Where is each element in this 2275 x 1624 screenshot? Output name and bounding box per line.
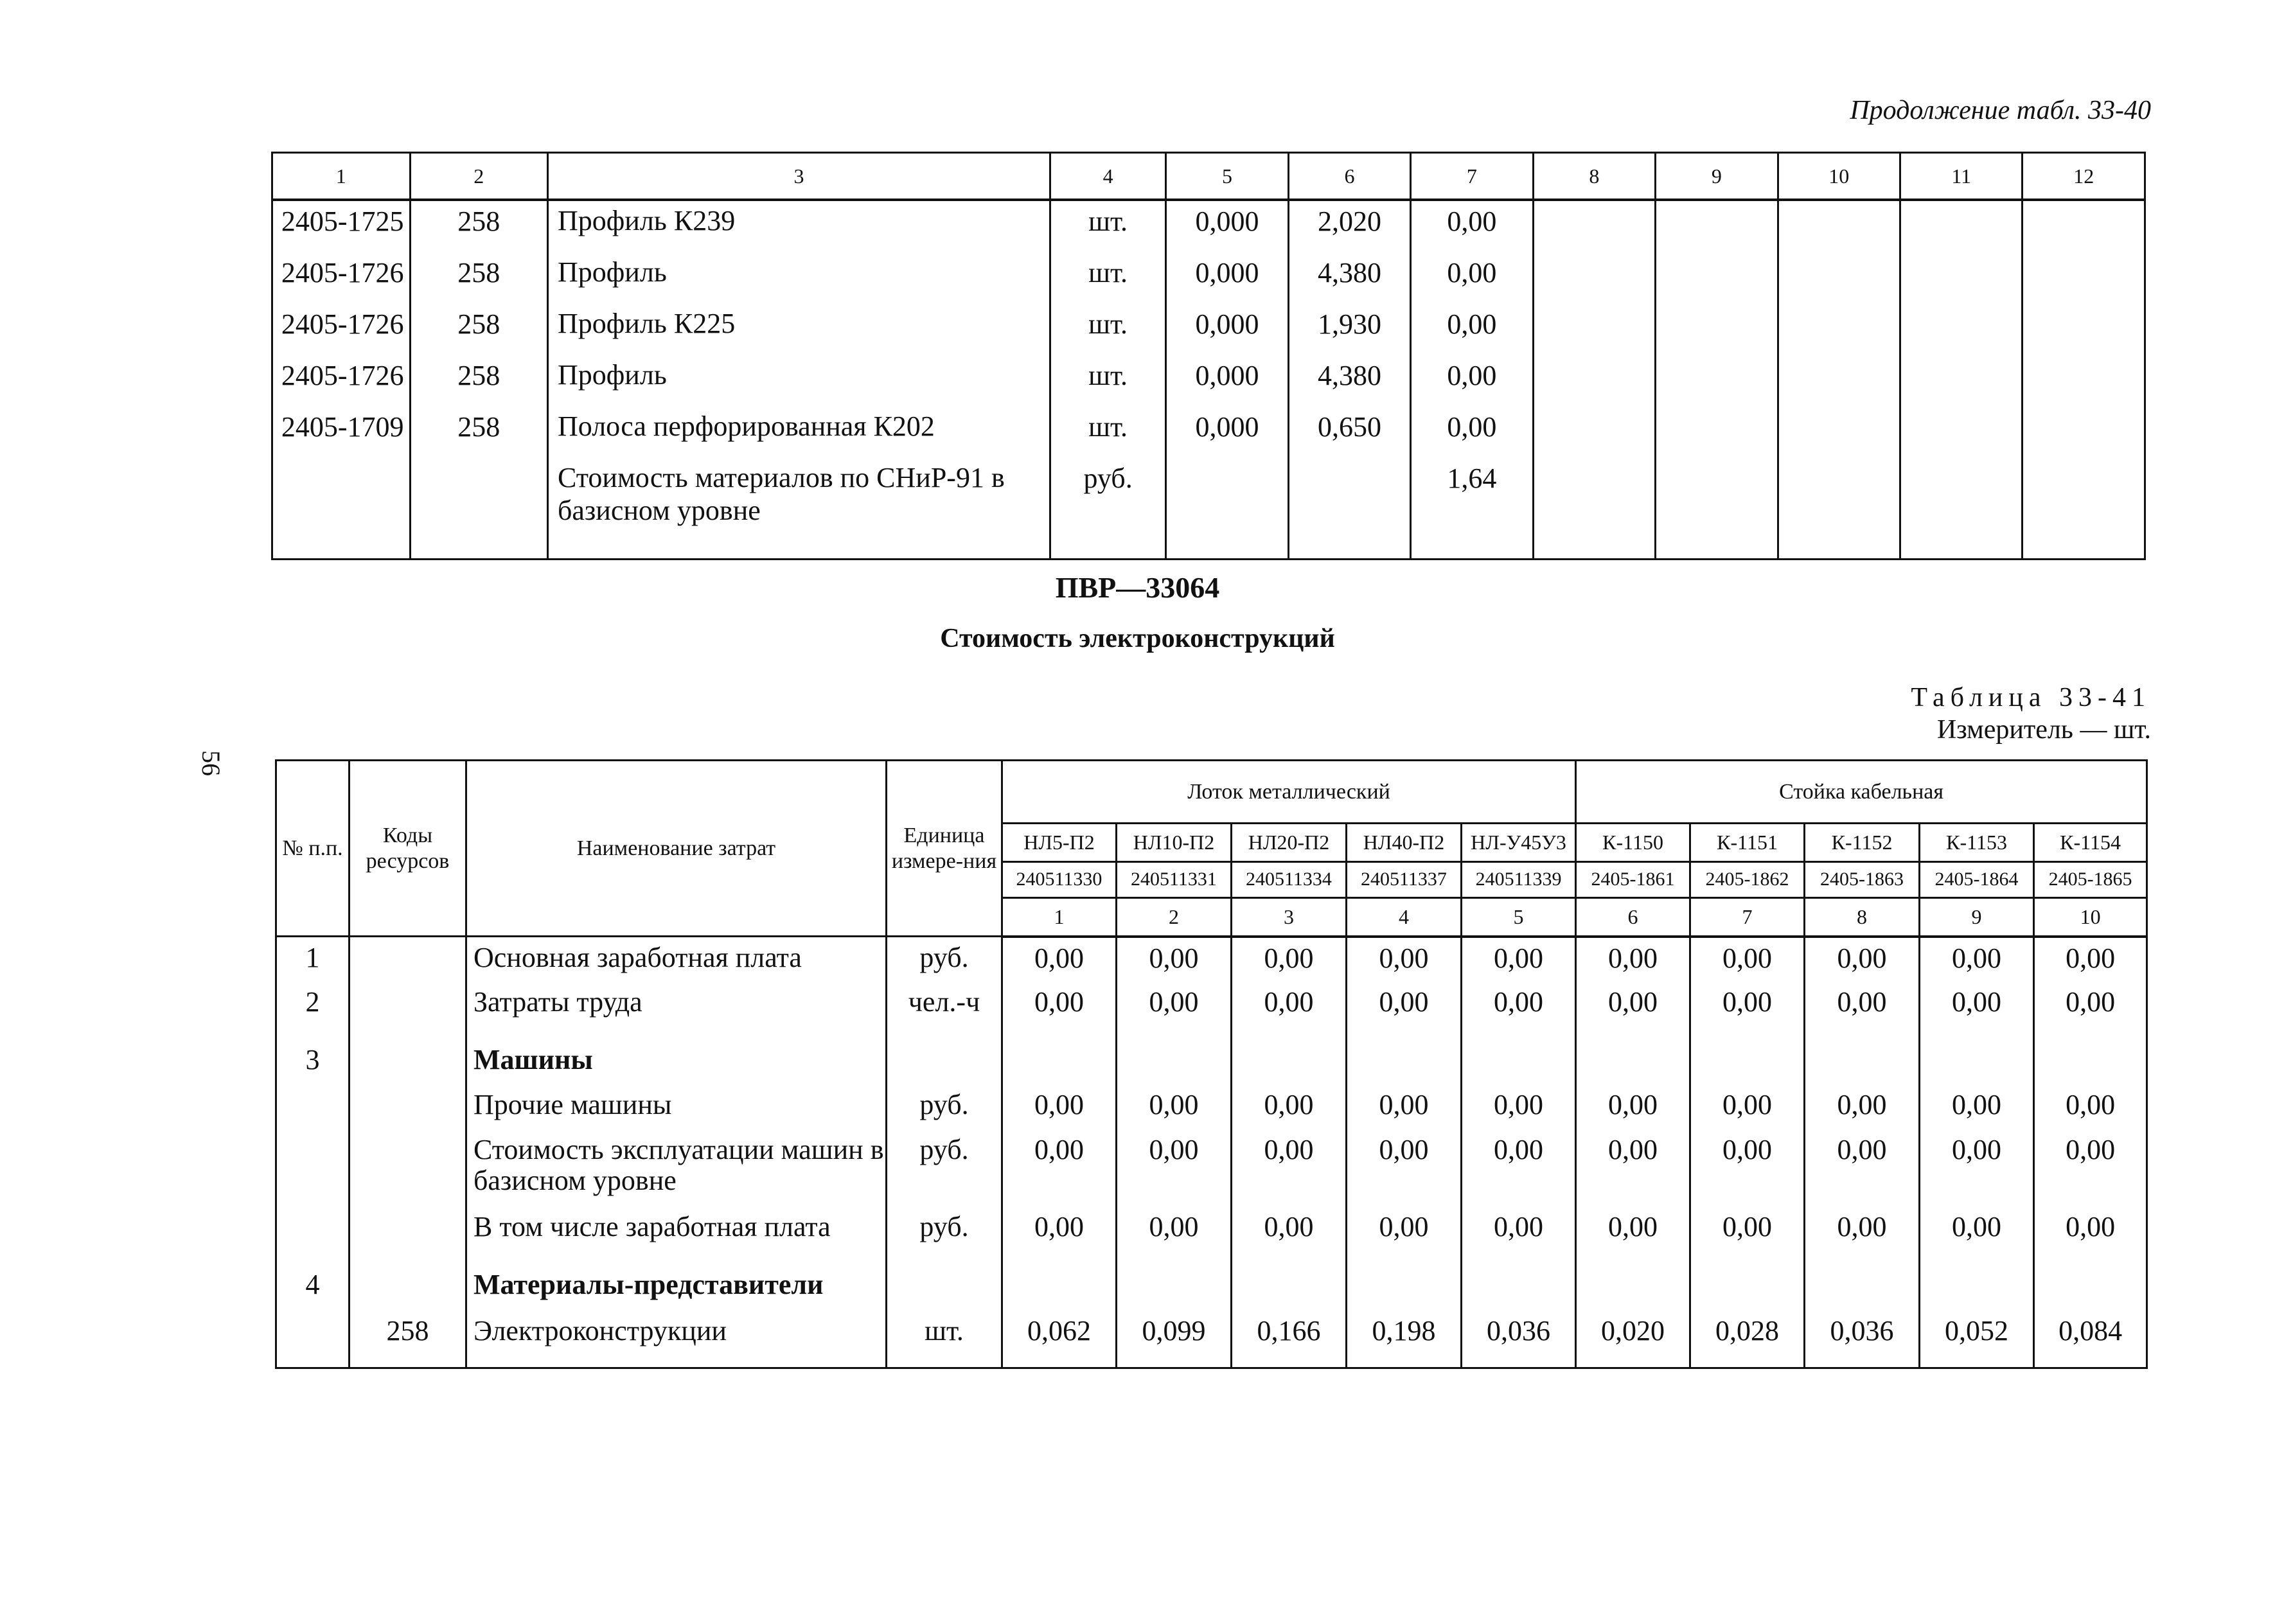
column-number: 9	[1920, 898, 2034, 937]
value-cell: 0,00	[2034, 982, 2147, 1025]
group-cable-rack: Стойка кабельная	[1576, 761, 2147, 824]
value-cell: 0,00	[1347, 1206, 1462, 1250]
value-cell	[1805, 1025, 1920, 1084]
material-name: Полоса перфорированная К202	[548, 407, 1050, 458]
value-cell: 0,00	[1117, 1206, 1232, 1250]
empty-cell	[1656, 458, 1778, 560]
column-number: 2	[410, 153, 548, 200]
empty-cell	[1778, 252, 1900, 304]
resource-code: 2405-1709	[272, 407, 411, 458]
value-cell: 0,00	[1690, 1084, 1805, 1129]
table-row	[276, 982, 2147, 1025]
column-code: 240511331	[1117, 862, 1232, 898]
value-cell: 0,00	[1920, 937, 2034, 982]
resource-group: 258	[410, 304, 548, 355]
value-cell: 0,00	[1690, 937, 1805, 982]
value-cell: 0,00	[1117, 937, 1232, 982]
row-number: 2	[276, 982, 350, 1025]
unit: шт.	[1050, 252, 1165, 304]
cost-name: Машины	[466, 1025, 887, 1084]
empty-cell	[1533, 407, 1655, 458]
unit: чел.-ч	[887, 982, 1002, 1025]
material-name: Профиль	[548, 252, 1050, 304]
table-row	[276, 937, 2147, 982]
column-name: НЛ40-П2	[1347, 824, 1462, 862]
value-cell: 0,00	[1002, 1129, 1117, 1206]
resource-group: 258	[410, 200, 548, 252]
table-row	[272, 458, 2145, 560]
value-cell: 0,00	[1462, 982, 1576, 1025]
resource-code: 2405-1726	[272, 304, 411, 355]
column-name: НЛ10-П2	[1117, 824, 1232, 862]
unit: шт.	[1050, 200, 1165, 252]
empty-cell	[1778, 200, 1900, 252]
document-subtitle: Стоимость электроконструкций	[940, 624, 1335, 653]
value-cell: 0,00	[1690, 1206, 1805, 1250]
value-cell: 0,00	[1805, 1084, 1920, 1129]
value-cell: 0,000	[1166, 407, 1288, 458]
value-cell: 0,00	[1462, 937, 1576, 982]
unit: руб.	[887, 1206, 1002, 1250]
empty-cell	[2023, 200, 2145, 252]
value-cell	[1347, 1025, 1462, 1084]
value-cell: 0,062	[1002, 1311, 1117, 1368]
value-cell: 0,00	[1690, 1129, 1805, 1206]
value-cell	[1462, 1025, 1576, 1084]
value-cell: 2,020	[1288, 200, 1410, 252]
column-number: 10	[1778, 153, 1900, 200]
row-number	[276, 1129, 350, 1206]
empty-cell	[1533, 200, 1655, 252]
empty-cell	[1778, 458, 1900, 560]
empty-cell	[1656, 252, 1778, 304]
value-cell: 0,00	[1232, 1084, 1347, 1129]
resource-group: 258	[410, 355, 548, 407]
column-number: 7	[1690, 898, 1805, 937]
value-cell: 0,00	[1347, 1129, 1462, 1206]
value-cell	[1288, 458, 1410, 560]
table-row	[276, 1025, 2147, 1084]
column-code: 2405-1864	[1920, 862, 2034, 898]
value-cell: 0,00	[1347, 1084, 1462, 1129]
cost-name: В том числе заработная плата	[466, 1206, 887, 1250]
value-cell: 0,00	[1920, 1129, 2034, 1206]
value-cell: 0,00	[1462, 1129, 1576, 1206]
resource-code: 2405-1726	[272, 252, 411, 304]
column-code: 240511337	[1347, 862, 1462, 898]
value-cell	[1576, 1250, 1690, 1311]
table-row	[276, 1084, 2147, 1129]
value-cell	[1232, 1250, 1347, 1311]
value-cell: 0,00	[2034, 937, 2147, 982]
value-cell	[1166, 458, 1288, 560]
value-cell: 0,00	[1347, 982, 1462, 1025]
value-cell	[1462, 1250, 1576, 1311]
table-row	[276, 1206, 2147, 1250]
value-cell: 0,036	[1805, 1311, 1920, 1368]
value-cell: 0,166	[1232, 1311, 1347, 1368]
cost-name: Стоимость эксплуатации машин в базисном уровне	[466, 1129, 887, 1206]
cost-name: Материалы-представители	[466, 1250, 887, 1311]
unit	[887, 1250, 1002, 1311]
materials-table	[271, 152, 2146, 560]
column-number: 11	[1900, 153, 2023, 200]
value-cell: 1,64	[1411, 458, 1533, 560]
table-row	[272, 200, 2145, 252]
resource-code: 2405-1726	[272, 355, 411, 407]
value-cell: 0,00	[1805, 937, 1920, 982]
header-name: Наименование затрат	[466, 761, 887, 937]
value-cell: 0,00	[2034, 1129, 2147, 1206]
cost-name: Прочие машины	[466, 1084, 887, 1129]
value-cell: 0,00	[1411, 355, 1533, 407]
value-cell: 0,00	[1411, 407, 1533, 458]
resource-group: 258	[410, 252, 548, 304]
value-cell: 0,00	[1002, 937, 1117, 982]
value-cell: 0,198	[1347, 1311, 1462, 1368]
column-number: 2	[1117, 898, 1232, 937]
value-cell: 0,00	[1002, 1206, 1117, 1250]
unit: руб.	[887, 937, 1002, 982]
value-cell: 0,00	[1462, 1084, 1576, 1129]
table-number-label: Таблица 33-41	[1911, 683, 2151, 712]
unit: шт.	[1050, 304, 1165, 355]
column-number: 6	[1288, 153, 1410, 200]
empty-cell	[2023, 355, 2145, 407]
value-cell: 0,028	[1690, 1311, 1805, 1368]
document-code: ПВР—33064	[1055, 571, 1220, 604]
column-number: 3	[548, 153, 1050, 200]
value-cell	[1805, 1250, 1920, 1311]
resource-code	[350, 982, 466, 1025]
value-cell: 0,650	[1288, 407, 1410, 458]
column-number: 4	[1347, 898, 1462, 937]
unit: руб.	[887, 1129, 1002, 1206]
column-number: 3	[1232, 898, 1347, 937]
value-cell: 0,00	[1576, 1084, 1690, 1129]
empty-cell	[1533, 304, 1655, 355]
value-cell: 0,036	[1462, 1311, 1576, 1368]
value-cell	[1117, 1250, 1232, 1311]
column-name: К-1150	[1576, 824, 1690, 862]
column-number: 9	[1656, 153, 1778, 200]
value-cell: 0,020	[1576, 1311, 1690, 1368]
value-cell: 0,00	[1232, 1129, 1347, 1206]
value-cell: 1,930	[1288, 304, 1410, 355]
resource-code	[350, 937, 466, 982]
header-no: № п.п.	[276, 761, 350, 937]
column-number: 10	[2034, 898, 2147, 937]
value-cell: 0,00	[1002, 982, 1117, 1025]
value-cell: 0,00	[1117, 982, 1232, 1025]
column-number: 8	[1805, 898, 1920, 937]
value-cell: 0,00	[1411, 304, 1533, 355]
resource-code	[350, 1025, 466, 1084]
column-number: 6	[1576, 898, 1690, 937]
value-cell	[1690, 1250, 1805, 1311]
value-cell: 0,00	[1232, 982, 1347, 1025]
resource-code: 2405-1725	[272, 200, 411, 252]
empty-cell	[1656, 200, 1778, 252]
value-cell: 0,00	[2034, 1084, 2147, 1129]
value-cell: 0,00	[1117, 1129, 1232, 1206]
table-row	[272, 304, 2145, 355]
column-number: 5	[1462, 898, 1576, 937]
table-measure-unit: Измеритель — шт.	[1936, 715, 2151, 745]
header-unit: Единица измере-ния	[887, 761, 1002, 937]
cost-name: Основная заработная плата	[466, 937, 887, 982]
value-cell: 0,099	[1117, 1311, 1232, 1368]
empty-cell	[1900, 252, 2023, 304]
table-row	[272, 355, 2145, 407]
empty-cell	[2023, 252, 2145, 304]
value-cell	[1002, 1250, 1117, 1311]
empty-cell	[1656, 407, 1778, 458]
unit: руб.	[887, 1084, 1002, 1129]
column-number: 4	[1050, 153, 1165, 200]
table-row	[276, 1129, 2147, 1206]
cost-name: Затраты труда	[466, 982, 887, 1025]
column-name: К-1151	[1690, 824, 1805, 862]
value-cell: 0,00	[1117, 1084, 1232, 1129]
value-cell	[1920, 1250, 2034, 1311]
resource-code	[272, 458, 411, 560]
value-cell	[1232, 1025, 1347, 1084]
value-cell	[1576, 1025, 1690, 1084]
value-cell: 4,380	[1288, 355, 1410, 407]
row-number: 3	[276, 1025, 350, 1084]
value-cell: 0,00	[1232, 937, 1347, 982]
page-number: 56	[197, 750, 226, 776]
value-cell	[2034, 1025, 2147, 1084]
value-cell	[1347, 1250, 1462, 1311]
column-code: 240511330	[1002, 862, 1117, 898]
cost-name: Электроконструкции	[466, 1311, 887, 1368]
cost-table	[275, 759, 2148, 1369]
column-name: К-1153	[1920, 824, 2034, 862]
empty-cell	[1778, 407, 1900, 458]
value-cell: 0,000	[1166, 252, 1288, 304]
value-cell: 0,00	[1805, 1129, 1920, 1206]
column-code: 2405-1865	[2034, 862, 2147, 898]
value-cell: 4,380	[1288, 252, 1410, 304]
column-code: 2405-1863	[1805, 862, 1920, 898]
resource-code	[350, 1129, 466, 1206]
value-cell	[1690, 1025, 1805, 1084]
value-cell: 0,00	[1576, 1129, 1690, 1206]
table-row	[272, 407, 2145, 458]
column-number: 8	[1533, 153, 1655, 200]
value-cell: 0,00	[1411, 200, 1533, 252]
value-cell: 0,00	[1462, 1206, 1576, 1250]
value-cell	[2034, 1250, 2147, 1311]
value-cell: 0,00	[1232, 1206, 1347, 1250]
value-cell: 0,00	[1347, 937, 1462, 982]
continuation-caption: Продолжение табл. 33-40	[1850, 96, 2151, 125]
empty-cell	[2023, 407, 2145, 458]
column-name: К-1154	[2034, 824, 2147, 862]
empty-cell	[1778, 355, 1900, 407]
column-number: 5	[1166, 153, 1288, 200]
value-cell: 0,00	[1690, 982, 1805, 1025]
material-name: Стоимость материалов по СНиР-91 в базисном уровне	[548, 458, 1050, 560]
value-cell: 0,000	[1166, 355, 1288, 407]
column-number: 7	[1411, 153, 1533, 200]
resource-code: 258	[350, 1311, 466, 1368]
value-cell: 0,00	[1576, 1206, 1690, 1250]
value-cell	[1920, 1025, 2034, 1084]
empty-cell	[1900, 458, 2023, 560]
value-cell: 0,00	[1805, 1206, 1920, 1250]
column-name: НЛ20-П2	[1232, 824, 1347, 862]
value-cell: 0,00	[1576, 937, 1690, 982]
value-cell: 0,000	[1166, 200, 1288, 252]
column-name: НЛ5-П2	[1002, 824, 1117, 862]
column-number: 1	[272, 153, 411, 200]
row-number	[276, 1084, 350, 1129]
value-cell: 0,00	[1920, 1206, 2034, 1250]
value-cell: 0,00	[2034, 1206, 2147, 1250]
resource-group: 258	[410, 407, 548, 458]
unit: руб.	[1050, 458, 1165, 560]
value-cell: 0,00	[1805, 982, 1920, 1025]
empty-cell	[1656, 304, 1778, 355]
column-number: 12	[2023, 153, 2145, 200]
resource-code	[350, 1250, 466, 1311]
column-code: 240511339	[1462, 862, 1576, 898]
resource-code	[350, 1206, 466, 1250]
material-name: Профиль К239	[548, 200, 1050, 252]
empty-cell	[1900, 304, 2023, 355]
table-row	[276, 1311, 2147, 1368]
group-metal-tray: Лоток металлический	[1002, 761, 1576, 824]
table-row	[272, 252, 2145, 304]
empty-cell	[1778, 304, 1900, 355]
row-number	[276, 1206, 350, 1250]
column-code: 2405-1862	[1690, 862, 1805, 898]
resource-group	[410, 458, 548, 560]
empty-cell	[2023, 304, 2145, 355]
value-cell: 0,00	[1002, 1084, 1117, 1129]
column-number: 1	[1002, 898, 1117, 937]
resource-code	[350, 1084, 466, 1129]
value-cell: 0,00	[1411, 252, 1533, 304]
unit: шт.	[887, 1311, 1002, 1368]
material-name: Профиль К225	[548, 304, 1050, 355]
column-code: 2405-1861	[1576, 862, 1690, 898]
empty-cell	[1656, 355, 1778, 407]
value-cell: 0,000	[1166, 304, 1288, 355]
empty-cell	[1533, 355, 1655, 407]
empty-cell	[1533, 458, 1655, 560]
material-name: Профиль	[548, 355, 1050, 407]
value-cell: 0,00	[1920, 982, 2034, 1025]
unit	[887, 1025, 1002, 1084]
value-cell: 0,00	[1920, 1084, 2034, 1129]
column-name: К-1152	[1805, 824, 1920, 862]
unit: шт.	[1050, 355, 1165, 407]
empty-cell	[2023, 458, 2145, 560]
row-number	[276, 1311, 350, 1368]
empty-cell	[1900, 200, 2023, 252]
value-cell	[1117, 1025, 1232, 1084]
table-row	[276, 1250, 2147, 1311]
value-cell: 0,00	[1576, 982, 1690, 1025]
header-codes: Коды ресурсов	[350, 761, 466, 937]
unit: шт.	[1050, 407, 1165, 458]
empty-cell	[1900, 355, 2023, 407]
row-number: 4	[276, 1250, 350, 1311]
value-cell: 0,084	[2034, 1311, 2147, 1368]
value-cell: 0,052	[1920, 1311, 2034, 1368]
empty-cell	[1900, 407, 2023, 458]
row-number: 1	[276, 937, 350, 982]
materials-table-header	[272, 153, 2145, 200]
column-code: 240511334	[1232, 862, 1347, 898]
value-cell	[1002, 1025, 1117, 1084]
column-name: НЛ-У45У3	[1462, 824, 1576, 862]
empty-cell	[1533, 252, 1655, 304]
